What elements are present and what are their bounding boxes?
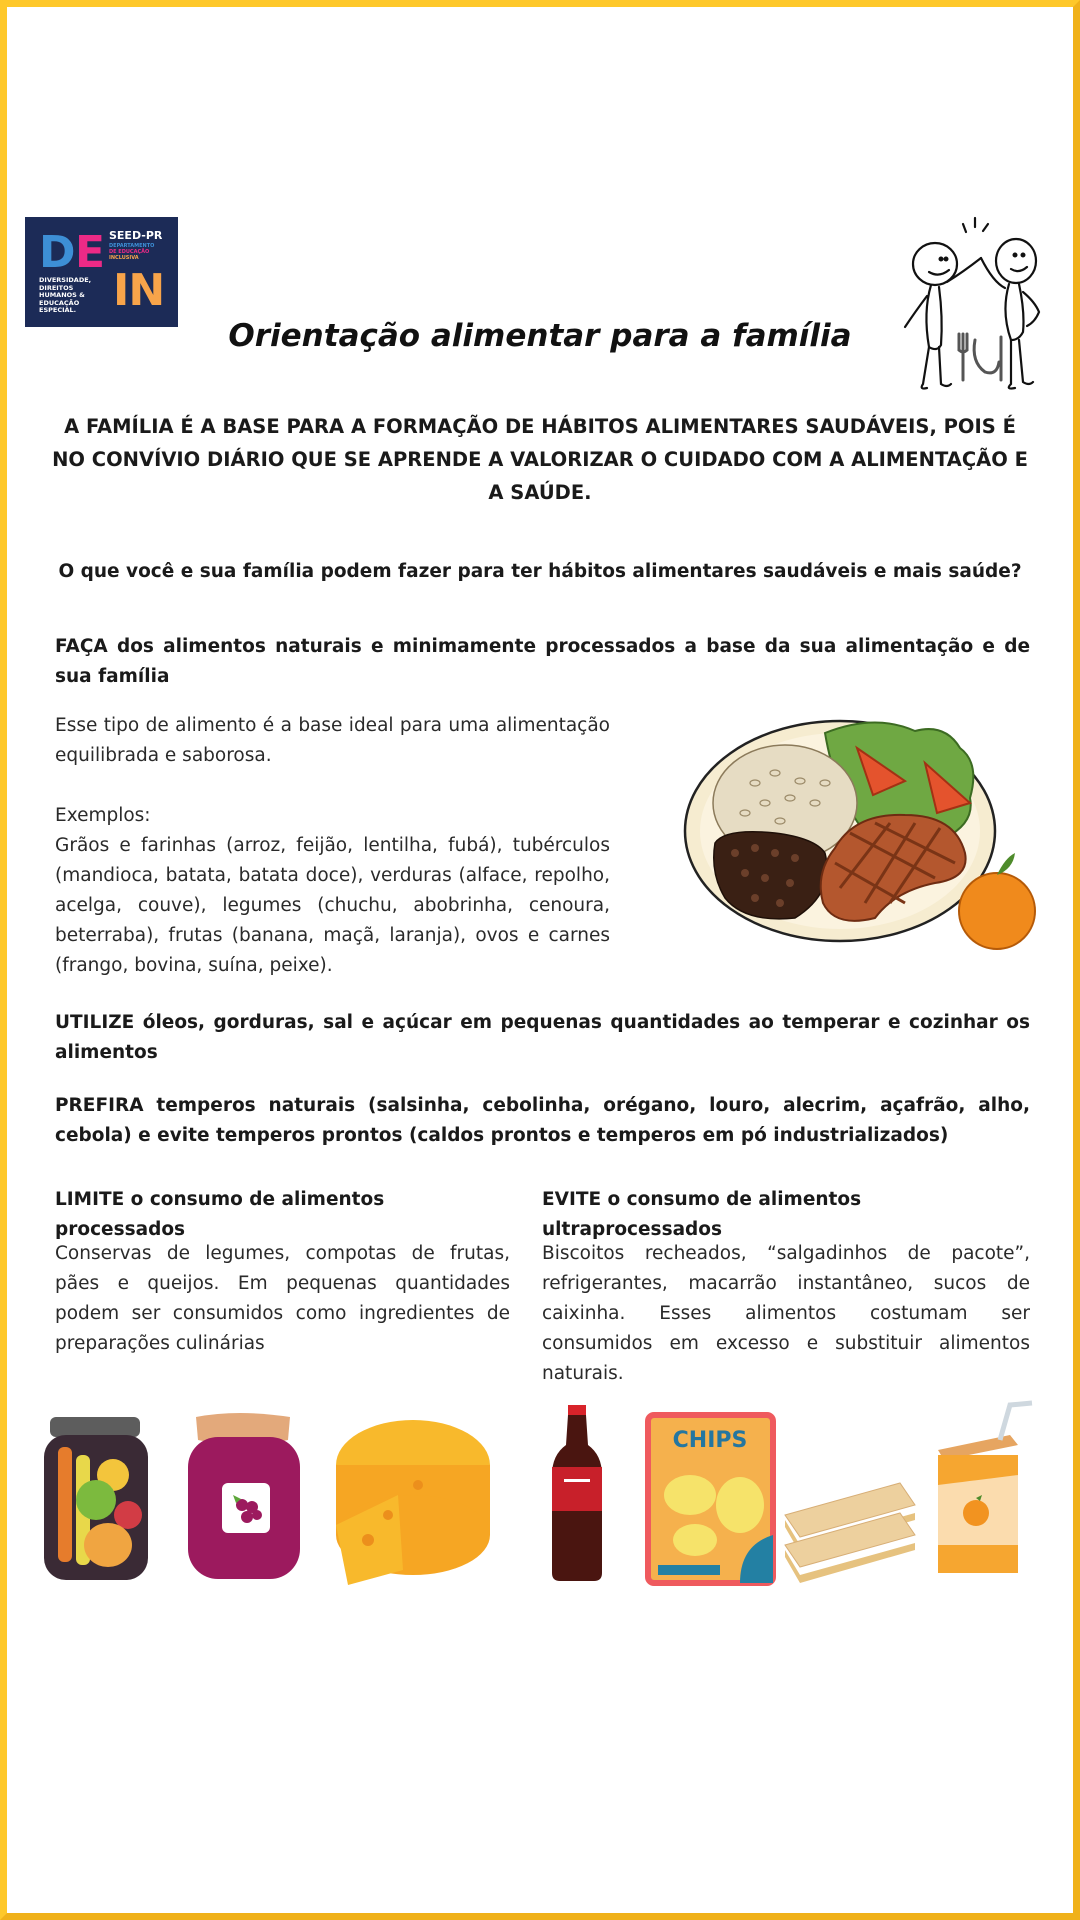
faca-heading: FAÇA dos alimentos naturais e minimamente processados a base da sua alimentação e de sua família [55,636,1030,687]
chips-bag-icon [648,1415,773,1583]
examples-text: Grãos e farinhas (arroz, feijão, lentilha, fubá), tubérculos (mandioca, batata, batata doce), verduras (alface, repolho, acelga, couve), legumes (chuchu, abobrinha, cenoura, beterraba), frutas (banana, maçã, laranja), ovos e carnes (frango, bovina, suína, peixe). [55,835,610,976]
plate-meal-illustration [675,703,1040,965]
logo-org-sub [109,243,154,261]
prefira-heading: PREFIRA temperos naturais (salsinha, cebolinha, orégano, louro, alecrim, açafrão, alho, cebola) e evite temperos prontos (caldos prontos e temperos em pó industrializados) [55,1095,1030,1146]
logo-letter-e: E [75,227,106,278]
faca-description: Esse tipo de alimento é a base ideal para uma alimentação equilibrada e saborosa. [55,715,610,766]
logo-org-sub-line: DE EDUCAÇÃO [109,249,150,255]
logo-org-sub-line: DEPARTAMENTO [109,243,155,249]
logo-text-line: DIREITOS [39,283,74,292]
utilize-heading: UTILIZE óleos, gorduras, sal e açúcar em pequenas quantidades ao temperar e cozinhar os alimentos [55,1012,1030,1063]
logo-letter-d: D [39,227,74,278]
family-house-plate-icon [893,212,1045,394]
page-title: Orientação alimentar para a família [228,318,852,354]
evite-body: Biscoitos recheados, “salgadinhos de pacote”, refrigerantes, macarrão instantâneo, sucos de caixinha. Esses alimentos costumam ser consumidos em excesso e substituir alimentos naturais. [542,1243,1030,1384]
processed-foods-illustrations [38,1395,498,1590]
guiding-question: O que você e sua família podem fazer para ter hábitos alimentares saudáveis e mais saúde? [58,561,1022,582]
intro-statement: A FAMÍLIA É A BASE PARA A FORMAÇÃO DE HÁBITOS ALIMENTARES SAUDÁVEIS, POIS É NO CONVÍVIO DIÁRIO QUE SE APRENDE A VALORIZAR O CUIDADO COM A ALIMENTAÇÃO E A SAÚDE. [52,415,1028,504]
logo-text-line: HUMANOS & [39,291,85,299]
logo-org-name: SEED-PR [109,229,163,242]
logo-text-line: DIVERSIDADE, [39,276,92,284]
logo-left-text [39,277,91,315]
grape-jam-jar-icon [188,1413,300,1579]
logo-letters-in: IN [113,265,165,316]
cheese-wheel-icon [336,1420,490,1585]
juice-box-icon [938,1403,1032,1573]
limite-heading: LIMITE o consumo de alimentos processados [55,1189,385,1240]
examples-label: Exemplos: [55,805,151,826]
pickled-vegetable-jar-icon [44,1417,148,1580]
evite-heading: EVITE o consumo de alimentos ultraprocessados [542,1189,862,1240]
logo-text-line: ESPECIAL. [39,306,77,314]
dein-seed-pr-logo [25,217,178,327]
chips-bag-label: CHIPS [672,1428,748,1453]
logo-org-sub-line: INCLUSIVA [109,255,139,261]
limite-body: Conservas de legumes, compotas de frutas, pães e queijos. Em pequenas quantidades podem ser consumidos como ingredientes de preparações culinárias [55,1243,510,1354]
ultraprocessed-foods-illustrations [540,1395,1040,1590]
soda-bottle-icon [552,1405,602,1581]
logo-text-line: EDUCAÇÃO [39,298,80,307]
wafer-biscuits-icon [785,1483,915,1583]
